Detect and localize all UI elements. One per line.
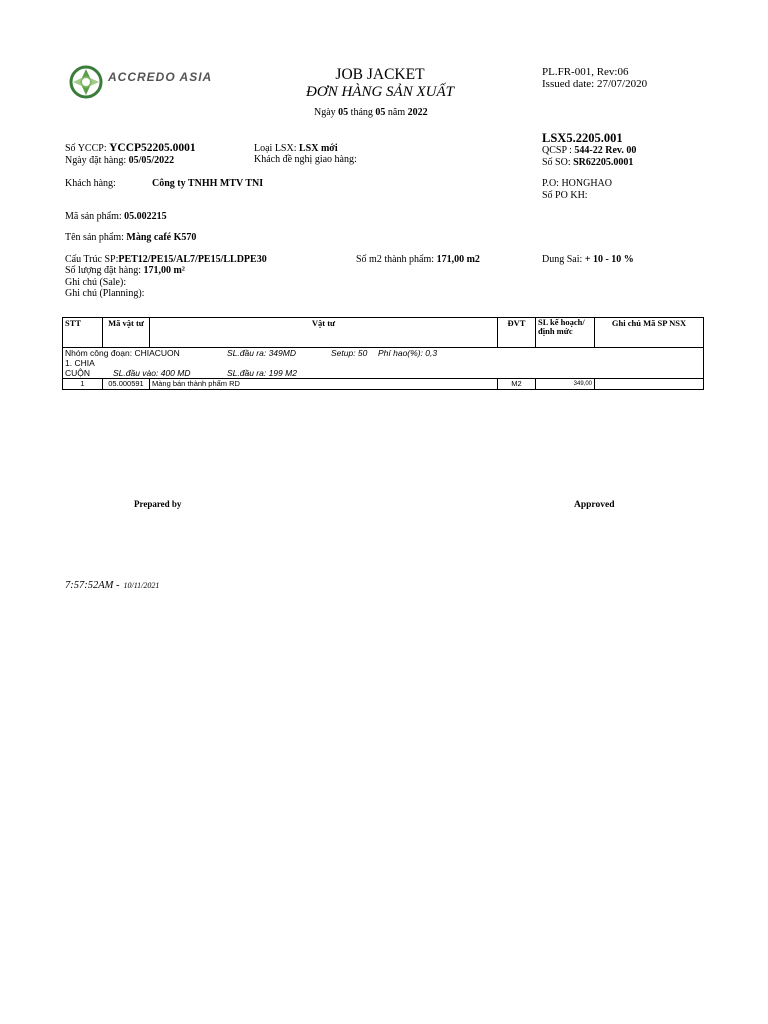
row-qty: 349,00 <box>536 379 595 390</box>
order-qty-field: Số lượng đặt hàng: 171,00 m² <box>65 265 185 276</box>
form-code: PL.FR-001, Rev:06 <box>542 66 629 78</box>
po-kh-field: Số PO KH: <box>542 190 588 201</box>
yccp-field: Số YCCP: YCCP52205.0001 <box>65 142 196 154</box>
col-material-header: Vật tư <box>150 318 498 348</box>
table-header-row <box>63 318 704 348</box>
delivery-request-field: Khách đề nghị giao hàng: <box>254 154 357 165</box>
row-stt: 1 <box>63 379 103 390</box>
print-timestamp: 7:57:52AM - 10/11/2021 <box>65 580 160 591</box>
group-step: 1. CHIA CUỘN <box>65 358 95 378</box>
row-code: 05.000591 <box>103 379 150 390</box>
document-date: Ngày 05 tháng 05 năm 2022 <box>314 107 428 118</box>
m2-field: Số m2 thành phẩm: 171,00 m2 <box>356 254 480 265</box>
issued-date: Issued date: 27/07/2020 <box>542 78 648 90</box>
document-subtitle: ĐƠN HÀNG SẢN XUẤT <box>306 84 454 100</box>
prepared-by-label: Prepared by <box>134 499 182 509</box>
qcsp-field: QCSP : 544-22 Rev. 00 <box>542 145 637 156</box>
process-group-row <box>63 348 704 379</box>
col-stt-header: STT <box>63 318 103 348</box>
product-name-field: Tên sản phẩm: Màng café K570 <box>65 232 197 243</box>
col-code-header: Mã vật tư <box>103 318 150 348</box>
tolerance-field: Dung Sai: + 10 - 10 % <box>542 254 634 265</box>
group-sl-in: SL.đầu vào: 400 MD <box>113 368 191 378</box>
group-sl-out-md: SL.đầu ra: 349MD <box>227 348 296 358</box>
row-note <box>595 379 704 390</box>
po-field: P.O: HONGHAO <box>542 178 613 189</box>
note-planning-field: Ghi chú (Planning): <box>65 288 145 299</box>
company-logo <box>68 64 228 104</box>
approved-label: Approved <box>574 500 615 510</box>
customer-label: Khách hàng: <box>65 178 116 189</box>
document-title: JOB JACKET <box>335 66 425 83</box>
group-sl-out-m2: SL.đầu ra: 199 M2 <box>227 368 297 378</box>
note-sale-field: Ghi chú (Sale): <box>65 277 127 288</box>
group-name: Nhóm công đoạn: CHIACUON <box>65 348 180 358</box>
col-planned-header: SL kế hoạch/ định mức <box>536 318 595 348</box>
row-unit: M2 <box>498 379 536 390</box>
table-row <box>63 379 704 390</box>
logo-emblem-icon <box>68 64 104 100</box>
logo-text: ACCREDO ASIA <box>108 70 213 84</box>
row-material: Màng bán thành phẩm RD <box>150 379 498 390</box>
structure-field: Cấu Trúc SP:PET12/PE15/AL7/PE15/LLDPE30 <box>65 254 267 265</box>
lsx-number: LSX5.2205.001 <box>542 131 623 145</box>
customer-value: Công ty TNHH MTV TNI <box>152 178 264 189</box>
materials-table <box>62 317 704 390</box>
so-field: Số SO: SR62205.0001 <box>542 157 634 168</box>
group-setup: Setup: 50 <box>331 348 368 358</box>
process-group-cell <box>63 348 704 379</box>
col-note-header: Ghi chú Mã SP NSX <box>595 318 704 348</box>
lsx-type-field: Loại LSX: LSX mới <box>254 143 338 154</box>
group-waste: Phí hao(%): 0,3 <box>378 348 438 358</box>
col-unit-header: ĐVT <box>498 318 536 348</box>
order-date-field: Ngày đặt hàng: 05/05/2022 <box>65 155 175 166</box>
product-code-field: Mã sản phẩm: 05.002215 <box>65 211 167 222</box>
